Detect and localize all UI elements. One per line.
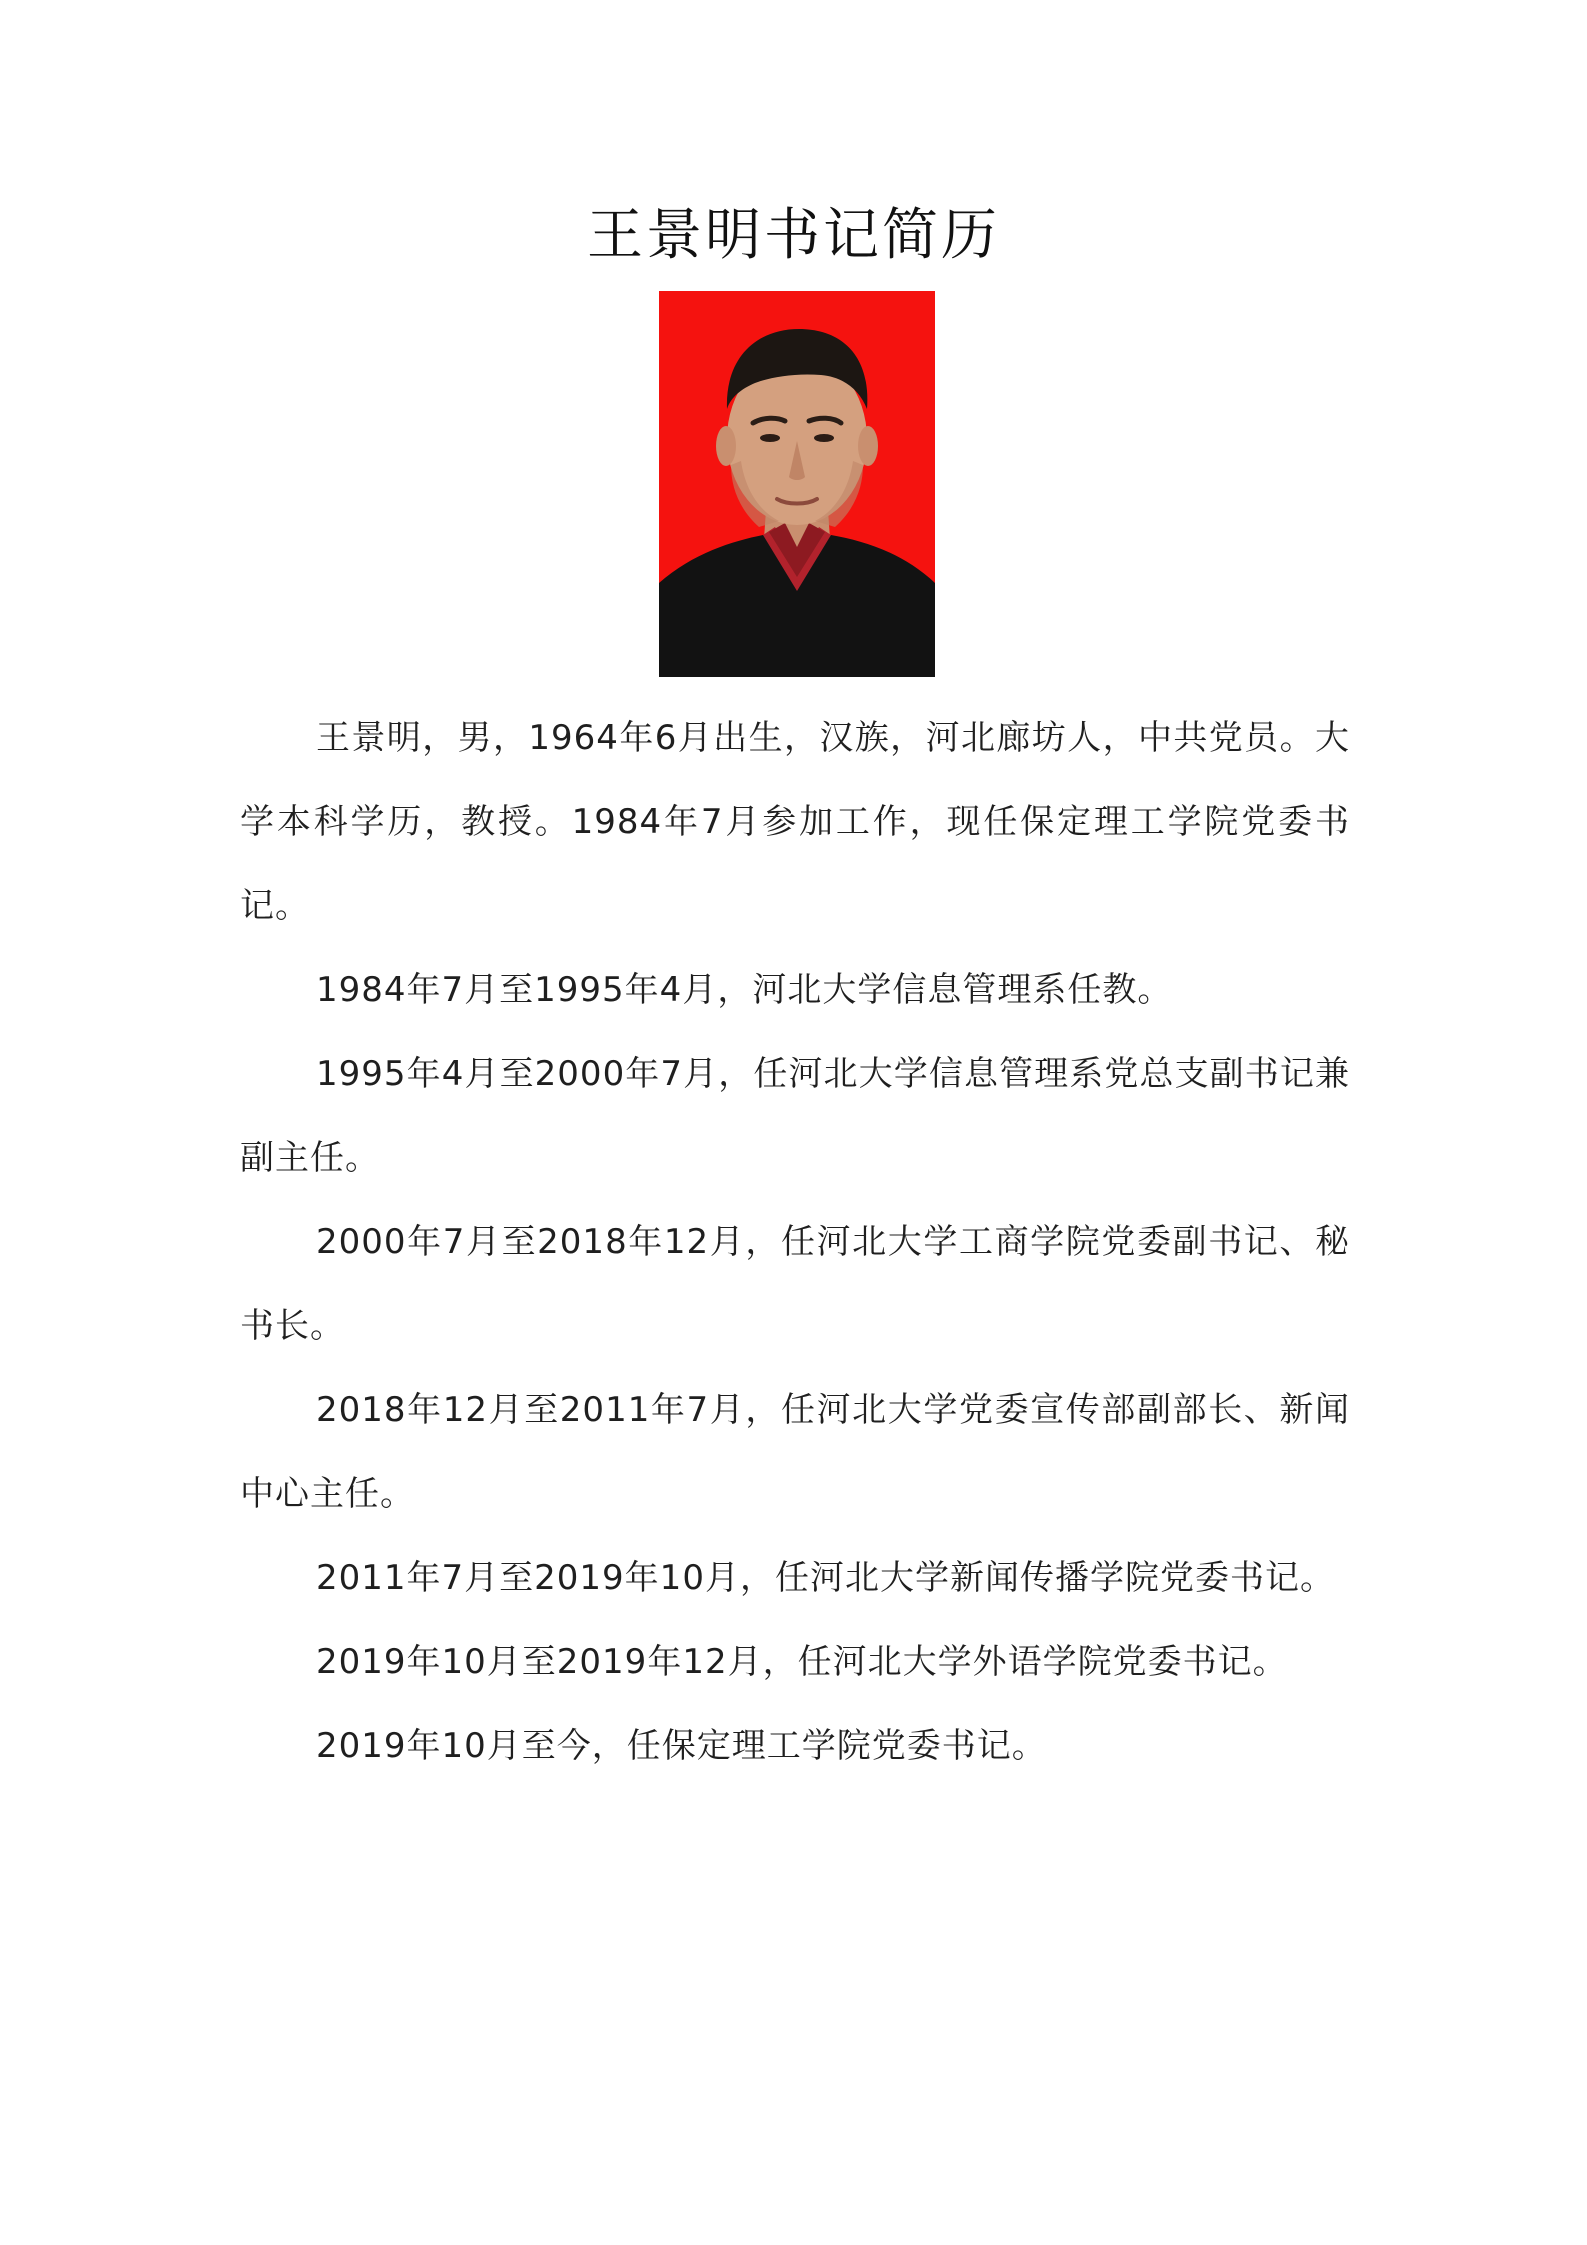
bio-paragraph: 2019年10月至2019年12月，任河北大学外语学院党委书记。 xyxy=(316,1642,1288,1682)
page-title: 王景明书记简历 xyxy=(587,203,1000,268)
bio-paragraph: 王景明，男，1964年6月出生，汉族，河北廊坊人，中共党员。大学本科学历，教授。1984年7月参加工作，现任保定理工学院党委书记。 xyxy=(240,718,1350,926)
portrait-photo-icon xyxy=(659,291,935,677)
bio-paragraph: 1995年4月至2000年7月，任河北大学信息管理系党总支副书记兼副主任。 xyxy=(240,1054,1350,1178)
bio-paragraph: 2011年7月至2019年10月，任河北大学新闻传播学院党委书记。 xyxy=(316,1558,1335,1598)
bio-paragraph: 1984年7月至1995年4月，河北大学信息管理系任教。 xyxy=(316,970,1173,1010)
portrait-photo xyxy=(659,291,935,677)
bio-paragraph: 2000年7月至2018年12月，任河北大学工商学院党委副书记、秘书长。 xyxy=(240,1222,1350,1346)
bio-paragraph: 2018年12月至2011年7月，任河北大学党委宣传部副部长、新闻中心主任。 xyxy=(240,1390,1350,1514)
biography-text xyxy=(240,696,1350,1788)
bio-paragraph: 2019年10月至今，任保定理工学院党委书记。 xyxy=(316,1726,1047,1766)
